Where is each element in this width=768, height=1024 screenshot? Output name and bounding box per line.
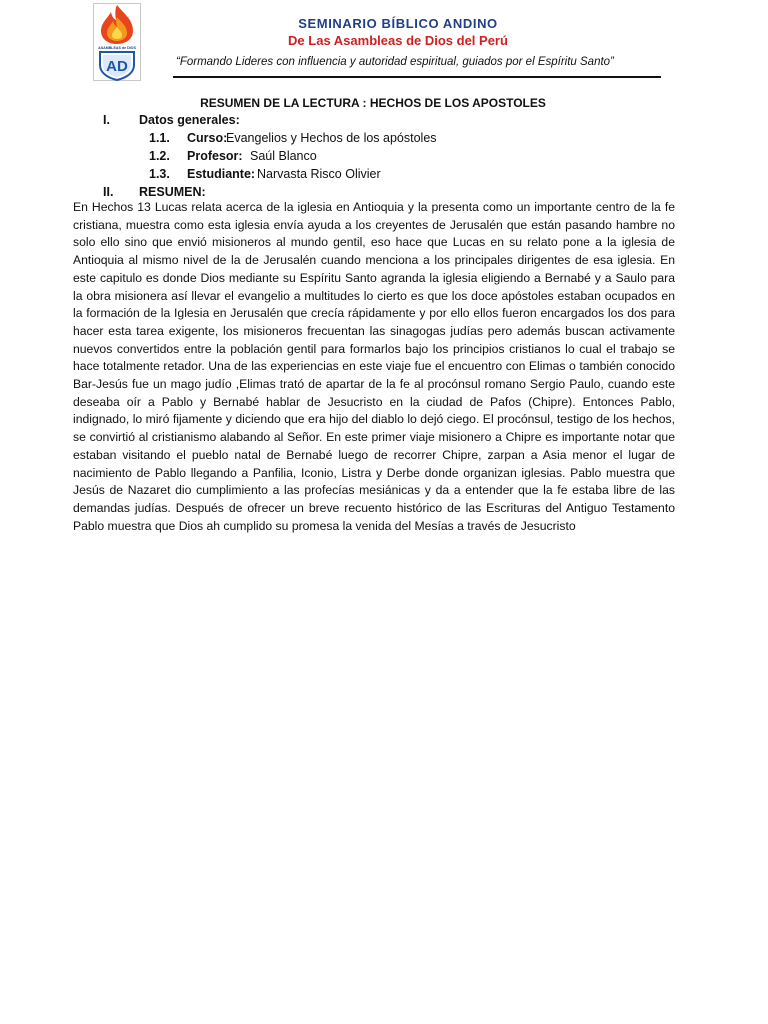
outline-item-number: 1.1. [149,131,170,145]
section-2-label: RESUMEN: [139,185,206,199]
outline-item-prefix: Profesor: [187,149,243,163]
outline-item-prefix: Estudiante: [187,167,256,181]
section-1-label: Datos generales: [139,113,240,127]
logo-caption: ASAMBLEAS de DIOS [98,46,136,51]
seminary-title: SEMINARIO BÍBLICO ANDINO [298,16,498,31]
outline-item-value: Evangelios y Hechos de los apóstoles [226,131,437,145]
outline-item-number: 1.2. [149,149,170,163]
logo-letters: AD [106,58,128,75]
outline-item-number: 1.3. [149,167,170,181]
seminary-motto: “Formando Lideres con influencia y autoridad espiritual, guiados por el Espíritu Santo” [176,56,614,68]
outline-item-value: Narvasta Risco Olivier [257,167,381,181]
document-title: RESUMEN DE LA LECTURA : HECHOS DE LOS APOSTOLES [200,96,546,110]
header-divider [173,76,661,78]
summary-paragraph: En Hechos 13 Lucas relata acerca de la iglesia en Antioquia y la presenta como un importante centro de la fe cristiana, muestra como esta iglesia envía ayuda a los creyentes de Jerusalén que están pasando hambre no solo ello sino que envió misioneros al mundo gentil, eso hace que Lucas en su relato pone a la iglesia de Antioquia al mismo nivel de la de Jerusalén cuando menciona a los principales dirigentes de esa iglesia. En este capitulo es donde Dios mediante su Espíritu Santo agranda la iglesia eligiendo a Bernabé y a Saulo para la obra misionera así llevar el evangelio a multitudes lo cierto es que los doce apóstoles estaban ocupados en la formación de la Iglesia en Jerusalén que crecía rápidamente y por ello ellos fueron encargados los dos para hacer esta tarea exigente, los misioneros frecuentan las sinagogas judías pero además buscan activamente nuevos convertidos entre la población gentil para formarlos bajo los principios cristianos lo cual el trabajo se hace totalmente retador. Una de las experiencias en este viaje fue el encuentro con Elimas o también conocido Bar-Jesús fue un mago judío ,Elimas trató de apartar de la fe al procónsul romano Sergio Paulo, cuando este deseaba oír a Pablo y Bernabé hablar de Jesucristo en la ciudad de Pafos (Chipre). Entonces Pablo, indignado, lo miró fijamente y diciendo que era hijo del diablo lo dejó ciego. El procónsul, testigo de los hechos, se convirtió al cristianismo alabando al Señor. En este primer viaje misionero a Chipre es importante notar que estaban visitando el pueblo natal de Bernabé luego de recorrer Chipre, zarpan a Asia menor el lugar de nacimiento de Pablo llegando a Panfilia, Iconio, Listra y Derbe donde organizan iglesias. Pablo muestra que Jesús de Nazaret dio cumplimiento a las profecías mesiánicas y da a entender que la fe estaba libre de las demandas judías. Después de ofrecer un breve recuento histórico de las Escrituras del Antiguo Testamento Pablo muestra que Dios ah cumplido su promesa la venida del Mesías a través de Jesucristo [73,200,675,533]
outline-item-prefix: Curso: [187,131,228,145]
outline-item-value: Saúl Blanco [250,149,317,163]
section-1-number: I. [103,113,110,127]
seminary-subtitle: De Las Asambleas de Dios del Perú [288,33,508,48]
section-2-number: II. [103,185,114,199]
